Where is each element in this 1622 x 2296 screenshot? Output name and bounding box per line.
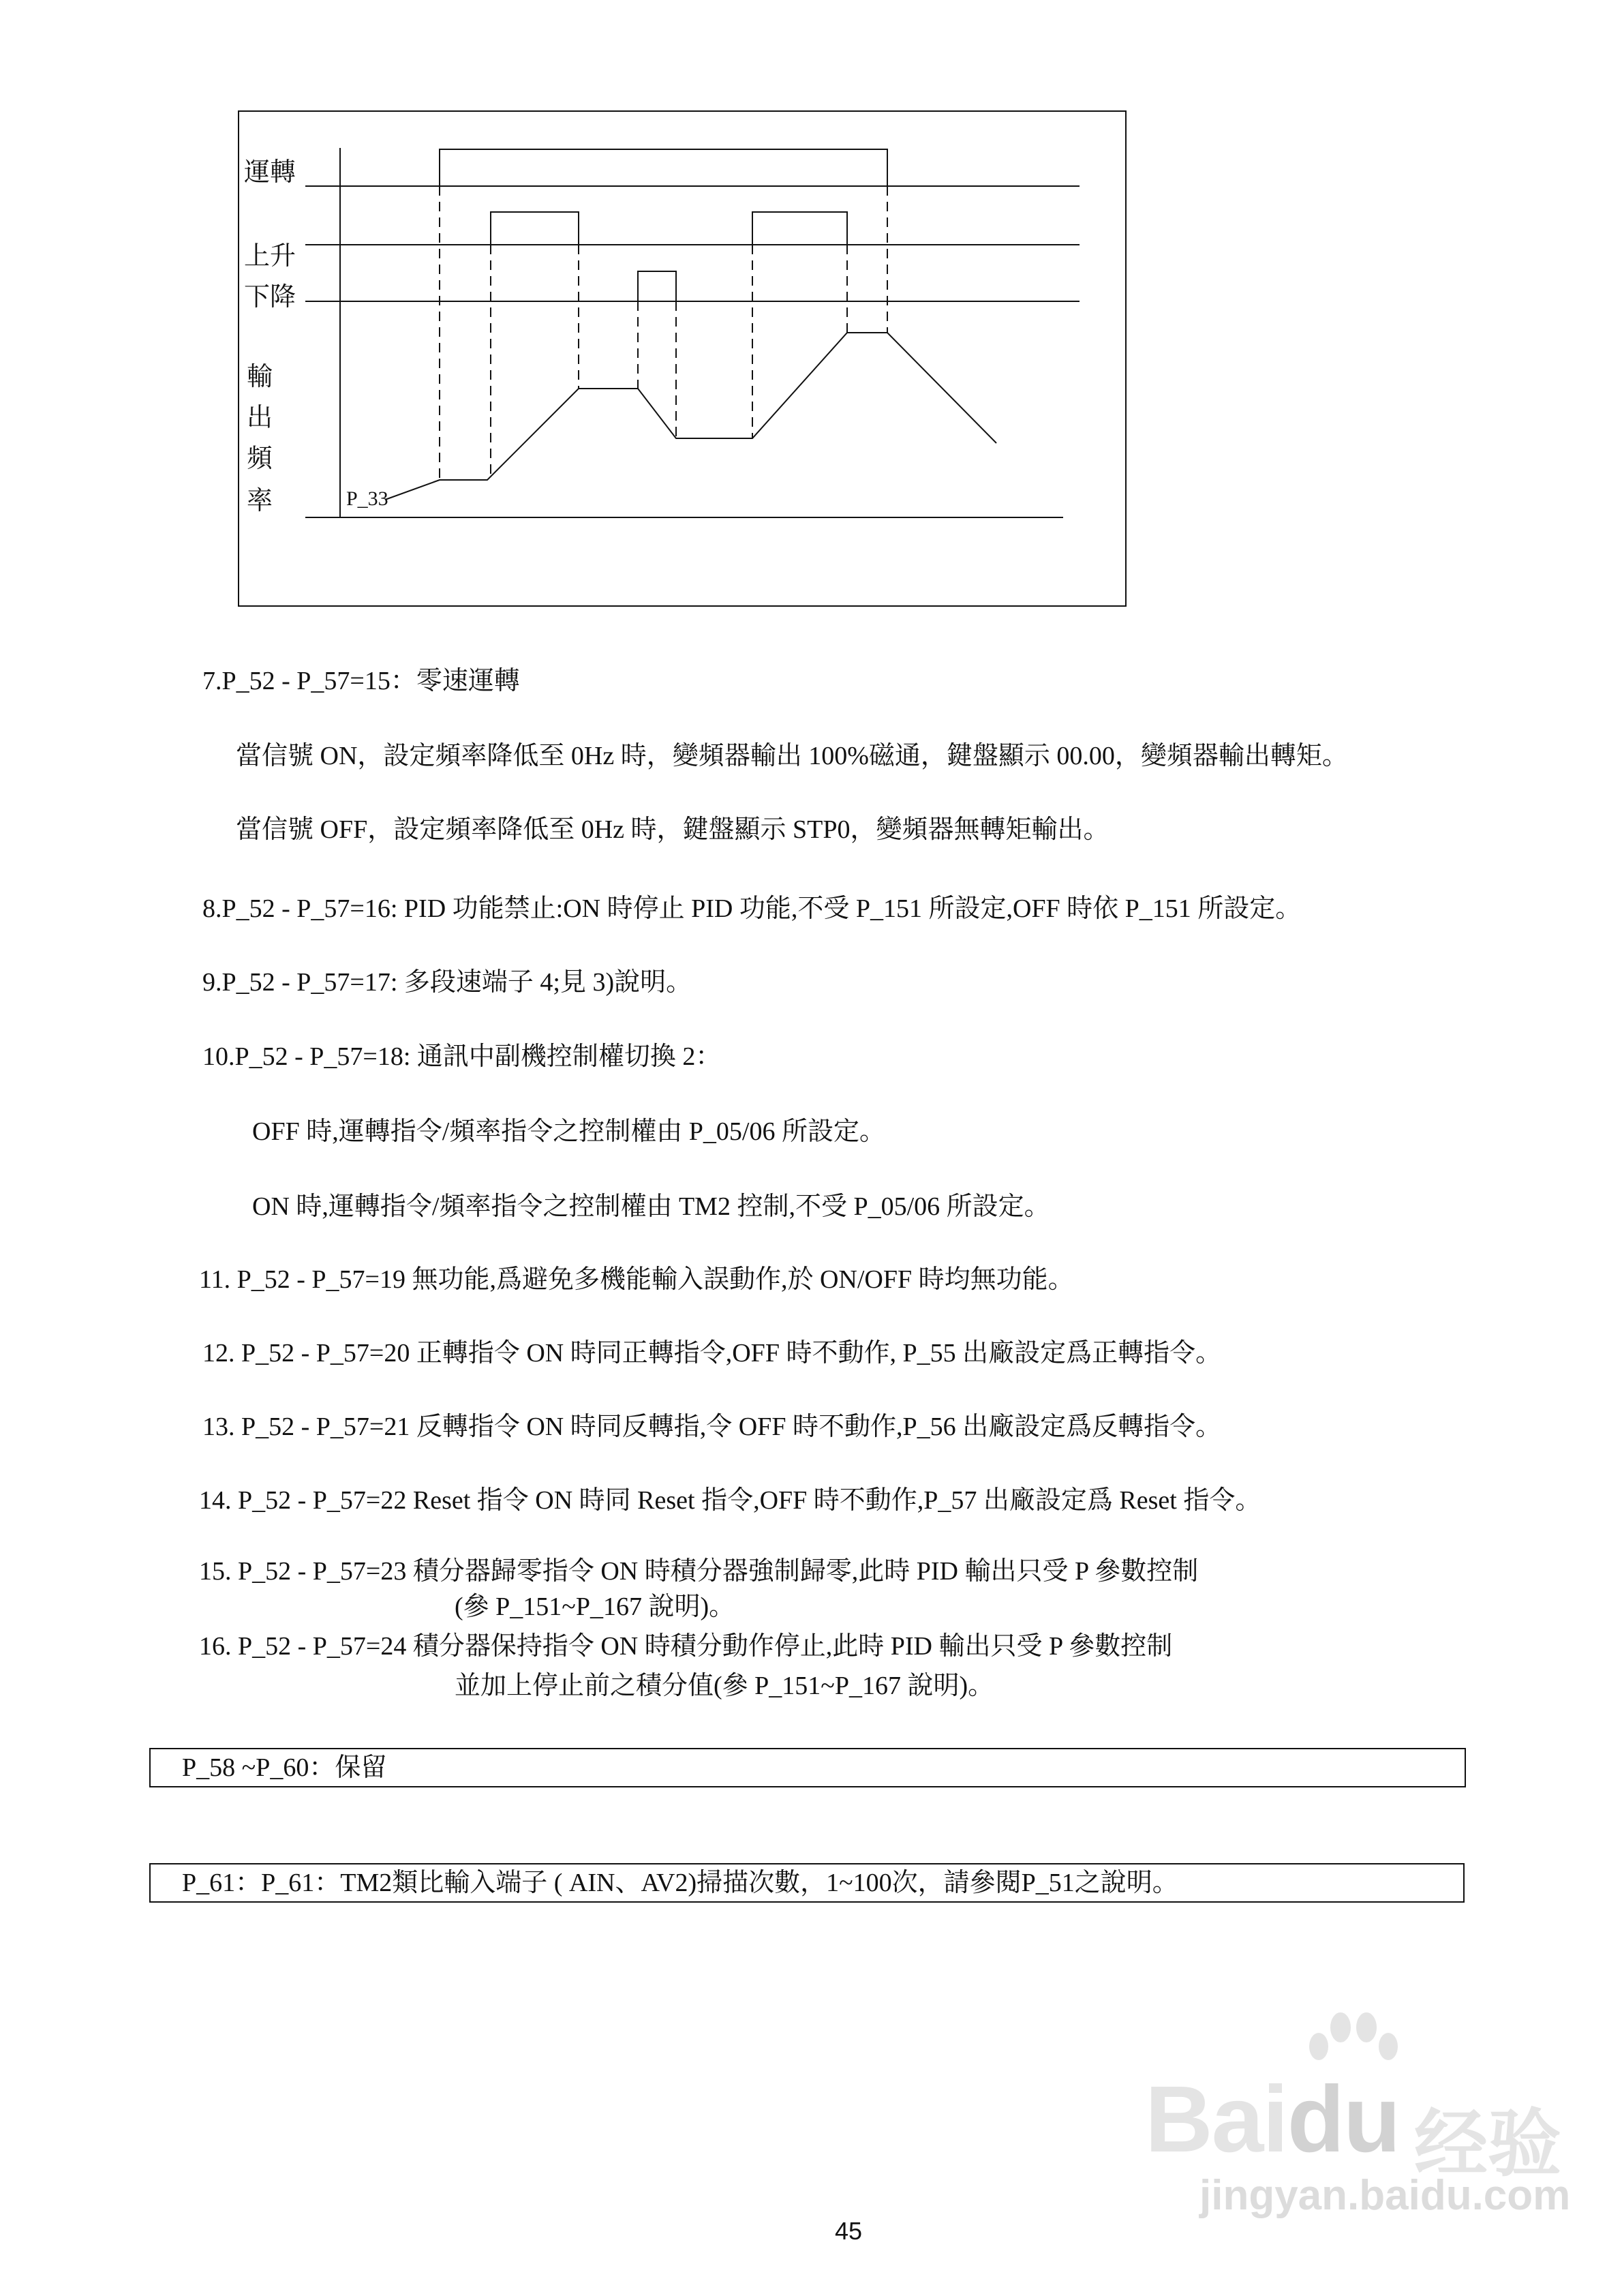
item-7-on: 當信號 ON，設定頻率降低至 0Hz 時，變頻器輸出 100%磁通，鍵盤顯示 00.00，變頻器輸出轉矩。: [236, 742, 1348, 770]
up-signal-pulse-2: [752, 212, 847, 245]
watermark-brand: Bai: [1145, 2067, 1287, 2172]
label-freq-3: 頻: [247, 444, 273, 473]
up-signal-pulse-1: [491, 212, 579, 245]
timing-diagram: [0, 0, 1622, 627]
down-signal-pulse: [638, 271, 676, 301]
output-frequency-curve: [385, 333, 996, 500]
item-10-on: ON 時,運轉指令/頻率指令之控制權由 TM2 控制,不受 P_05/06 所設定。: [252, 1192, 1050, 1221]
param-box-p61: P_61：P_61：TM2類比輸入端子 ( AIN、AV2)掃描次數，1~100次，請參閱P_51之說明。: [149, 1863, 1465, 1903]
item-7-title: 7.P_52 - P_57=15：零速運轉: [202, 667, 520, 695]
param-box-p58-p60: P_58 ~P_60：保留: [149, 1748, 1466, 1787]
label-up: 上升: [244, 242, 296, 271]
label-down: 下降: [244, 283, 296, 312]
item-16-line-1: 16. P_52 - P_57=24 積分器保持指令 ON 時積分動作停止,此時 PID 輸出只受 P 參數控制: [199, 1632, 1173, 1661]
run-signal: [440, 149, 887, 186]
item-15-line-2: (參 P_151~P_167 說明)。: [455, 1592, 735, 1621]
watermark-brand-2: du: [1287, 2067, 1400, 2172]
item-8: 8.P_52 - P_57=16: PID 功能禁止:ON 時停止 PID 功能,不受 P_151 所設定,OFF 時依 P_151 所設定。: [202, 894, 1302, 923]
watermark-logo: [1145, 2066, 1399, 2174]
watermark-url: jingyan.baidu.com: [1199, 2172, 1571, 2219]
label-p33: P_33: [346, 487, 388, 510]
label-run: 運轉: [244, 158, 296, 187]
paw-icon: [1298, 2006, 1407, 2081]
item-9: 9.P_52 - P_57=17: 多段速端子 4;見 3)說明。: [202, 968, 692, 997]
label-freq-2: 出: [247, 404, 273, 432]
item-12: 12. P_52 - P_57=20 正轉指令 ON 時同正轉指令,OFF 時不動作, P_55 出廠設定爲正轉指令。: [202, 1339, 1222, 1368]
item-16-line-2: 並加上停止前之積分值(參 P_151~P_167 說明)。: [455, 1672, 994, 1700]
item-15-line-1: 15. P_52 - P_57=23 積分器歸零指令 ON 時積分器強制歸零,此時 PID 輸出只受 P 參數控制: [199, 1557, 1199, 1586]
dashed-guides: [440, 186, 887, 480]
item-11: 11. P_52 - P_57=19 無功能,爲避免多機能輸入誤動作,於 ON/OFF 時均無功能。: [199, 1265, 1074, 1294]
item-7-off: 當信號 OFF，設定頻率降低至 0Hz 時，鍵盤顯示 STP0，變頻器無轉矩輸出。: [236, 815, 1110, 844]
item-14: 14. P_52 - P_57=22 Reset 指令 ON 時同 Reset 指令,OFF 時不動作,P_57 出廠設定爲 Reset 指令。: [199, 1486, 1261, 1515]
diagram-frame: [239, 111, 1126, 606]
item-10-title: 10.P_52 - P_57=18: 通訊中副機控制權切換 2：: [202, 1042, 722, 1071]
item-13: 13. P_52 - P_57=21 反轉指令 ON 時同反轉指,令 OFF 時不動作,P_56 出廠設定爲反轉指令。: [202, 1413, 1222, 1441]
page-number: 45: [835, 2217, 863, 2245]
label-freq-1: 輸: [247, 363, 273, 391]
item-10-off: OFF 時,運轉指令/頻率指令之控制權由 P_05/06 所設定。: [252, 1117, 885, 1146]
watermark-brand-cn: 经验: [1414, 2102, 1562, 2185]
label-freq-4: 率: [247, 487, 273, 515]
